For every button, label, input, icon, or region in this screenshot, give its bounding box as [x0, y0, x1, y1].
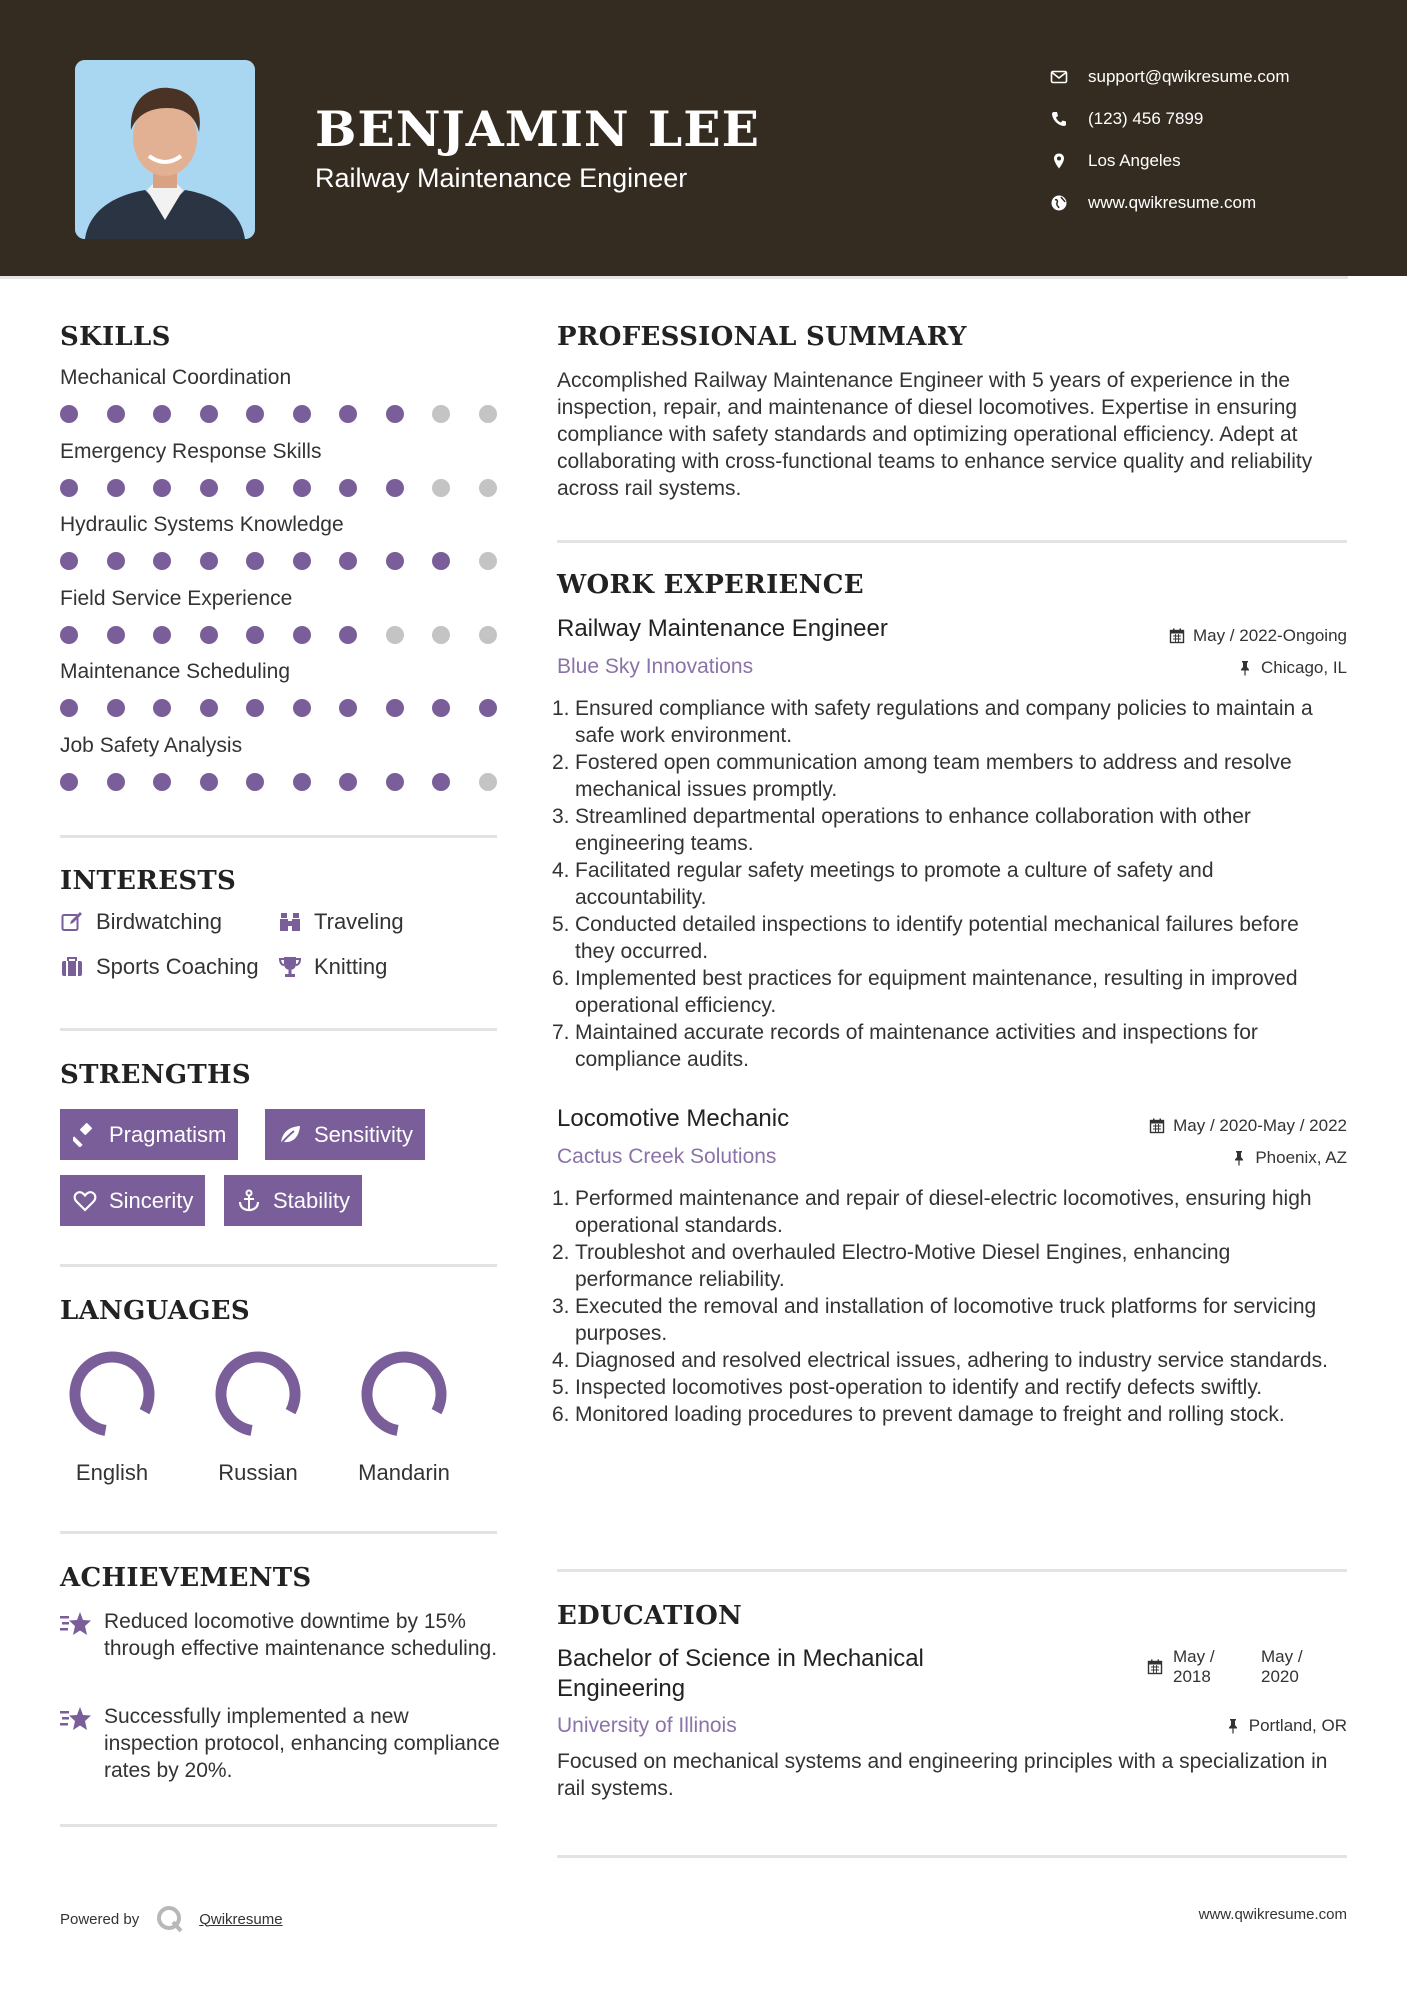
job-title: Railway Maintenance Engineer [557, 615, 888, 642]
skill-rating-dot [432, 552, 450, 570]
leaf-icon [278, 1123, 302, 1147]
briefcase-icon [60, 955, 84, 979]
skill-rating-dot [60, 479, 78, 497]
footer-website[interactable]: www.qwikresume.com [1198, 1906, 1347, 1923]
contact-email-text: support@qwikresume.com [1088, 67, 1290, 86]
globe-icon [1050, 194, 1068, 212]
job-location-text: Chicago, IL [1261, 658, 1347, 677]
language-name: English [75, 1460, 149, 1485]
brand-link[interactable]: Qwikresume [199, 1910, 283, 1928]
skill-rating-dot [339, 626, 357, 644]
skill-rating-dot [60, 552, 78, 570]
achievement-text: Successfully implemented a new inspection protocol, enhancing compliance rates by 20%. [104, 1705, 500, 1782]
interest-label: Birdwatching [96, 909, 222, 934]
skill-rating-dot [200, 552, 218, 570]
achievements-heading: ACHIEVEMENTS [60, 1563, 312, 1593]
contact-website[interactable] [1050, 182, 1290, 224]
heart-icon [73, 1189, 97, 1213]
bullet-text: Diagnosed and resolved electrical issues, adhering to industry service standards. [575, 1349, 1328, 1372]
skill-rating-dot [432, 773, 450, 791]
skill-rating-dot [339, 405, 357, 423]
interest-item [278, 954, 387, 980]
gavel-icon [73, 1123, 97, 1147]
degree-line-2: Engineering [557, 1675, 686, 1702]
star-icon [60, 1610, 92, 1638]
achievement-text: Reduced locomotive downtime by 15% through effective maintenance scheduling. [104, 1610, 498, 1660]
interest-item [278, 909, 404, 935]
skill-rating-dot [479, 479, 497, 497]
calendar-icon [1169, 628, 1185, 644]
job-location [1237, 658, 1347, 678]
candidate-role: Railway Maintenance Engineer [315, 163, 688, 193]
edu-start-year: 2018 [1173, 1667, 1211, 1686]
skill-rating-dot [246, 479, 264, 497]
bullet-item: 1. Ensured compliance with safety regulations and company policies to maintain a safe work environment. [552, 695, 1342, 749]
bullet-item: 3. Executed the removal and installation of locomotive truck platforms for servicing purposes. [552, 1293, 1342, 1347]
skill-rating-dot [339, 479, 357, 497]
skill-rating-dot [432, 626, 450, 644]
skill-rating-dot [107, 773, 125, 791]
skill-rating-dot [153, 626, 171, 644]
skill-name: Maintenance Scheduling [60, 660, 290, 683]
powered-by-text: Powered by [60, 1910, 140, 1928]
interest-item [60, 909, 222, 935]
skill-name: Job Safety Analysis [60, 733, 243, 757]
job-bullets [552, 695, 1342, 1073]
contact-phone-text: (123) 456 7899 [1088, 109, 1204, 128]
profile-photo [75, 60, 255, 239]
strength-tag [265, 1109, 425, 1160]
contact-location [1050, 140, 1290, 182]
pushpin-icon [1231, 1150, 1247, 1166]
job-bullets [552, 1185, 1342, 1428]
resume-header [0, 0, 1407, 276]
skill-rating-dot [339, 773, 357, 791]
bullet-text: Maintained accurate records of maintenance activities and inspections for compliance audits. [575, 1021, 1258, 1071]
skill-rating-dot [479, 405, 497, 423]
strength-label: Sensitivity [314, 1121, 414, 1147]
skill-rating-dot [479, 773, 497, 791]
skill-rating-dot [386, 552, 404, 570]
skill-rating-dot [200, 405, 218, 423]
job-date [1169, 626, 1347, 646]
skill-rating-dot [246, 405, 264, 423]
skill-rating-dot [432, 479, 450, 497]
qwikresume-logo-icon [155, 1904, 185, 1934]
bullet-text: Troubleshot and overhauled Electro-Motive Diesel Engines, enhancing performance reliability. [575, 1241, 1231, 1291]
bullet-item: 5. Inspected locomotives post-operation to identify and rectify defects swiftly. [552, 1376, 1263, 1399]
bullet-item: 2. Fostered open communication among team members to address and resolve mechanical issues promptly. [552, 749, 1342, 803]
edu-end-date [1261, 1647, 1303, 1687]
skill-rating-dot [386, 405, 404, 423]
skill-name: Field Service Experience [60, 586, 293, 610]
phone-icon [1050, 110, 1068, 128]
strength-label: Sincerity [109, 1187, 194, 1213]
section-divider [60, 1264, 497, 1267]
summary-text: Accomplished Railway Maintenance Engineer with 5 years of experience in the inspection, repair, and maintenance of diesel locomotives. Expertise in ensuring compliance with safety standards and optimizing operational efficiency. Adept at collaborating with cross-functional teams to enhance service quality and reliability across rail systems. [557, 369, 1313, 500]
bullet-text: Streamlined departmental operations to enhance collaboration with other engineering teams. [575, 805, 1251, 855]
powered-by [60, 1904, 283, 1934]
skill-rating-dot [246, 552, 264, 570]
skill-rating-dot [107, 405, 125, 423]
strength-tag [224, 1175, 362, 1226]
bullet-text: Monitored loading procedures to prevent damage to freight and rolling stock. [575, 1403, 1285, 1426]
company-name: Cactus Creek Solutions [557, 1145, 777, 1168]
summary-heading: PROFESSIONAL SUMMARY [557, 322, 967, 352]
skill-rating-dot [200, 479, 218, 497]
calendar-icon [1149, 1118, 1165, 1134]
edu-location [1225, 1716, 1347, 1736]
skill-rating-dot [293, 405, 311, 423]
bullet-item: 1. Performed maintenance and repair of diesel-electric locomotives, ensuring high operational standards. [552, 1185, 1342, 1239]
binoculars-icon [278, 910, 302, 934]
header-divider [0, 276, 1348, 279]
skill-rating-dot [479, 552, 497, 570]
strengths-heading: STRENGTHS [60, 1060, 251, 1090]
interest-label: Sports Coaching [96, 954, 259, 979]
strength-tag [60, 1175, 205, 1226]
skill-rating-dot [107, 699, 125, 717]
section-divider [557, 1855, 1347, 1858]
skill-rating-dot [246, 773, 264, 791]
bullet-item: 7. Maintained accurate records of maintenance activities and inspections for compliance audits. [552, 1019, 1342, 1073]
envelope-icon [1050, 68, 1068, 86]
skill-rating-dot [432, 405, 450, 423]
contact-phone[interactable] [1050, 98, 1290, 140]
bullet-item: 5. Conducted detailed inspections to identify potential mechanical failures before they occurred. [552, 911, 1342, 965]
bullet-item: 6. Implemented best practices for equipment maintenance, resulting in improved operational efficiency. [552, 965, 1342, 1019]
skill-rating-dot [107, 552, 125, 570]
interests-heading: INTERESTS [60, 866, 237, 896]
job-location [1231, 1148, 1347, 1168]
contact-email[interactable] [1050, 56, 1290, 98]
skill-rating-dot [200, 773, 218, 791]
company-name: Blue Sky Innovations [557, 655, 754, 678]
contact-list [1050, 56, 1290, 224]
section-divider [557, 540, 1347, 543]
bullet-item: 3. Streamlined departmental operations to enhance collaboration with other engineering teams. [552, 803, 1342, 857]
bullet-item: 6. Monitored loading procedures to prevent damage to freight and rolling stock. [552, 1403, 1285, 1426]
language-arc [215, 1351, 301, 1437]
interest-label: Traveling [314, 909, 404, 934]
edit-icon [60, 910, 84, 934]
contact-website-text: www.qwikresume.com [1088, 193, 1257, 212]
map-pin-icon [1050, 152, 1068, 170]
job-date-text: May / 2022-Ongoing [1192, 626, 1347, 645]
language-proficiency-ring [359, 1349, 449, 1439]
skill-rating-dot [479, 626, 497, 644]
skill-rating-dot [386, 626, 404, 644]
skill-rating-dot [200, 626, 218, 644]
edu-start-date [1173, 1647, 1215, 1687]
bullet-item: 4. Diagnosed and resolved electrical issues, adhering to industry service standards. [552, 1349, 1328, 1372]
language-proficiency-ring [213, 1349, 303, 1439]
anchor-icon [237, 1189, 261, 1213]
language-name: Russian [218, 1460, 298, 1485]
skill-rating-dot [339, 699, 357, 717]
edu-location-text: Portland, OR [1248, 1716, 1347, 1735]
trophy-icon [278, 955, 302, 979]
skill-name: Mechanical Coordination [60, 366, 292, 389]
language-arc [361, 1351, 447, 1437]
skill-rating-dot [293, 552, 311, 570]
skill-rating-dot [479, 699, 497, 717]
skill-rating-dot [60, 626, 78, 644]
bullet-text: Ensured compliance with safety regulations and company policies to maintain a safe work environment. [575, 697, 1313, 747]
skill-rating-dot [386, 773, 404, 791]
pushpin-icon [1237, 660, 1253, 676]
bullet-text: Facilitated regular safety meetings to promote a culture of safety and accountability. [575, 859, 1214, 909]
skill-rating-dot [153, 479, 171, 497]
skill-rating-dot [153, 405, 171, 423]
interest-item [60, 954, 259, 980]
bullet-text: Implemented best practices for equipment maintenance, resulting in improved operational efficiency. [575, 967, 1298, 1017]
skills-heading: SKILLS [60, 322, 171, 352]
school-name: University of Illinois [557, 1714, 737, 1737]
languages-heading: LANGUAGES [60, 1296, 250, 1326]
edu-end-month: May / [1261, 1647, 1303, 1666]
bullet-text: Performed maintenance and repair of diesel-electric locomotives, ensuring high operational standards. [575, 1187, 1312, 1237]
bullet-item: 2. Troubleshot and overhauled Electro-Motive Diesel Engines, enhancing performance reliability. [552, 1239, 1342, 1293]
strength-label: Pragmatism [109, 1121, 227, 1147]
pushpin-icon [1225, 1718, 1241, 1734]
skill-rating-dot [153, 699, 171, 717]
contact-location-text: Los Angeles [1088, 151, 1181, 170]
job-date-text: May / 2020-May / 2022 [1173, 1116, 1347, 1135]
skill-name: Emergency Response Skills [60, 439, 322, 463]
job-date [1149, 1116, 1347, 1136]
strength-label: Stability [273, 1187, 351, 1213]
edu-end-year: 2020 [1261, 1667, 1299, 1686]
bullet-text: Executed the removal and installation of locomotive truck platforms for servicing purposes. [575, 1295, 1317, 1345]
skill-rating-dot [107, 626, 125, 644]
section-divider [60, 1028, 497, 1031]
section-divider [60, 835, 497, 838]
language-proficiency-ring [67, 1349, 157, 1439]
bullet-text: Fostered open communication among team members to address and resolve mechanical issues promptly. [575, 751, 1292, 801]
skill-rating-dot [200, 699, 218, 717]
language-name: Mandarin [358, 1460, 450, 1485]
skill-rating-dot [60, 773, 78, 791]
job-location-text: Phoenix, AZ [1255, 1148, 1347, 1167]
achievement-item [60, 1703, 500, 1784]
section-divider [557, 1569, 1347, 1572]
interest-label: Knitting [314, 954, 388, 979]
skill-rating-dot [107, 479, 125, 497]
skill-rating-dot [293, 626, 311, 644]
star-icon [60, 1705, 92, 1733]
calendar-icon [1147, 1659, 1163, 1675]
skill-rating-dot [339, 552, 357, 570]
job-title: Locomotive Mechanic [557, 1105, 790, 1132]
skill-rating-dot [153, 773, 171, 791]
candidate-name: BENJAMIN LEE [315, 100, 760, 158]
education-heading: EDUCATION [557, 1601, 743, 1631]
experience-heading: WORK EXPERIENCE [557, 570, 864, 600]
skill-rating-dot [386, 479, 404, 497]
language-arc [69, 1351, 155, 1437]
bullet-text: Conducted detailed inspections to identify potential mechanical failures before they occurred. [575, 913, 1299, 963]
bullet-item: 4. Facilitated regular safety meetings to promote a culture of safety and accountability. [552, 857, 1342, 911]
edu-start-month: May / [1173, 1647, 1215, 1666]
skill-rating-dot [60, 405, 78, 423]
bullet-text: Inspected locomotives post-operation to identify and rectify defects swiftly. [575, 1376, 1263, 1399]
skill-rating-dot [432, 699, 450, 717]
section-divider [60, 1531, 497, 1534]
skill-rating-dot [293, 699, 311, 717]
achievement-item [60, 1608, 500, 1662]
skill-name: Hydraulic Systems Knowledge [60, 513, 344, 536]
degree-line-1: Bachelor of Science in Mechanical [557, 1645, 924, 1672]
skill-rating-dot [386, 699, 404, 717]
skill-rating-dot [153, 552, 171, 570]
section-divider [60, 1824, 497, 1827]
edu-description: Focused on mechanical systems and engineering principles with a specialization in rail systems. [557, 1750, 1328, 1800]
skill-rating-dot [293, 479, 311, 497]
skill-rating-dot [246, 626, 264, 644]
strength-tag [60, 1109, 238, 1160]
skill-rating-dot [60, 699, 78, 717]
skill-rating-dot [293, 773, 311, 791]
skill-rating-dot [246, 699, 264, 717]
